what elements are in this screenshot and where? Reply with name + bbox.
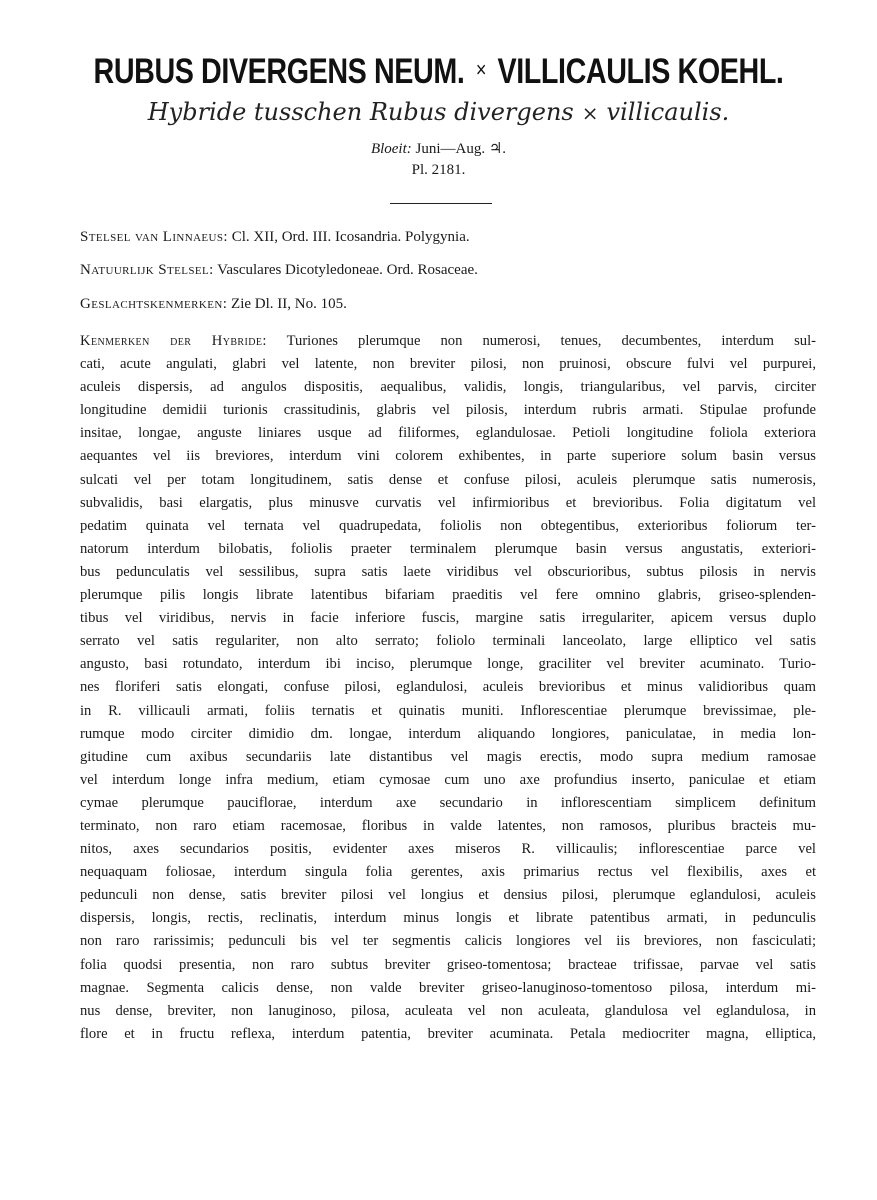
text-line: insitae, longae, anguste liniares usque ad filiformes, eglandulosae. Petioli longitudine foliola exteriora [80,425,816,442]
title-left: RUBUS DIVERGENS NEUM. [93,52,465,91]
text-line: natorum interdum bilobatis, foliolis praeter terminalem plerumque basin versus angustatis, exteriori- [80,540,816,557]
text-line: non raro rarissimis; pedunculi bis vel ter segmentis calicis longiores vel iis breviores, non fasciculati; [80,933,816,950]
bloei-label: Bloeit: [370,141,412,157]
text-line: magnae. Segmenta calicis dense, non valde breviter griseo-lanuginoso-tomentoso pilosa, interdum mi- [80,979,816,996]
divider-rule [390,203,492,204]
natuurlijk-value: Vasculares Dicotyledoneae. Ord. Rosaceae. [217,262,478,278]
text-line: rumque modo circiter dimidio dm. longae, interdum aliquando longiores, paniculatae, in media lon- [80,725,816,742]
text-line: nitos, axes secundarios positis, evidenter axes miseros R. villicaulis; inflorescentiae parce vel [80,841,816,858]
linnaeus-label: Stelsel van Linnaeus: [80,229,228,245]
kenmerken-paragraph [80,330,816,1046]
linnaeus-value: Cl. XII, Ord. III. Icosandria. Polygynia. [231,229,470,245]
geslacht-label: Geslachtskenmerken: [80,296,228,312]
text-line: nus dense, breviter, non lanuginoso, pilosa, aculeata vel non aculeata, glandulosa vel eglandulosa, in [80,1002,816,1019]
text-line-content: Turiones plerumque non numerosi, tenues, decumbentes, interdum sul- [286,333,816,349]
kenmerken-label: Kenmerken der Hybride: [80,333,267,349]
text-line: longitudine demidii turionis crassitudinis, glabris vel pilosis, interdum rubris armati. Stipulae profunde [80,402,816,419]
text-line: angusto, basi rotundato, interdum ibi inciso, plerumque longe, graciliter vel breviter acuminato. Turio- [80,656,816,673]
text-line: sulcati vel per totam longitudinem, satis dense et confuse pilosi, aculeis plerumque satis numerosis, [80,471,816,488]
text-line: aequantes vel iis breviores, interdum vini colorem exhibentes, in parte superiore solum basin versus [80,448,816,465]
text-line: folia quodsi presentia, non raro subtus breviter griseo-tomentosa; bracteae trifissae, parvae vel satis [80,956,816,973]
geslacht-value: Zie Dl. II, No. 105. [231,296,347,312]
text-line: tibus vel viridibus, nervis in facie inferiore fuscis, margine satis irregulariter, apicem versus duplo [80,610,816,627]
natuurlijk-label: Natuurlijk Stelsel: [80,262,214,278]
text-line: cymae plerumque pauciflorae, interdum axe secundario in inflorescentiam simplicem definitum [80,794,816,811]
text-line: aculeis dispersis, ad angulos dispositis, aequalibus, validis, longis, triangularibus, vel parvis, circiter [80,379,816,396]
field-natuurlijk [80,262,478,279]
field-linnaeus [80,229,470,246]
subtitle-left: Hybride tusschen Rubus divergens [147,98,574,126]
subtitle-times-symbol: × [581,101,599,125]
text-line: nequaquam foliosae, interdum singula folia gerentes, axis primarius rectus vel flexibilis, axes et [80,864,816,881]
plate-number: Pl. 2181. [411,162,466,178]
text-line: bus pedunculatis vel sessilibus, supra satis laete viridibus vel obscurioribus, subtus pilosis in nervis [80,563,816,580]
times-symbol: × [475,57,487,82]
text-line: subvalidis, basi elargatis, plus minusve curvatis vel infirmioribus et brevioribus. Folia digitatum vel [80,494,816,511]
bloei-value: Juni—Aug. ♃. [415,141,507,157]
page-subtitle [0,98,877,126]
text-line: pedatim quinata vel ternata vel quadrupedata, foliolis non obtegentibus, exterioribus foliorum ter- [80,517,816,534]
text-line: nes floriferi satis elongati, confuse pilosi, eglandulosi, aculeis brevioribus et minus validioribus quam [80,679,816,696]
text-line [80,330,816,353]
text-line: terminato, non raro etiam racemosae, floribus in valde latentes, non ramosos, pluribus bracteis mu- [80,817,816,834]
text-line: vel interdum longe infra medium, etiam cymosae cum uno axe profundius inserto, paniculae et etiam [80,771,816,788]
subtitle-right: villicaulis. [606,98,730,126]
title-right: VILLICAULIS KOEHL. [497,52,784,91]
text-line: cati, acute angulati, glabri vel latente, non breviter pilosi, non pruinosi, obscure fulvi vel purpurei, [80,356,816,373]
flowering-period [0,139,877,158]
text-line: plerumque pilis longis librate latentibus bifariam praeditis vel fere omnino glabris, griseo-splenden- [80,587,816,604]
text-line: serrato vel satis regulariter, non alto serrato; foliolo terminali lanceolato, large elliptico vel satis [80,633,816,650]
text-line: pedunculi non dense, satis breviter pilosi vel longius et densius pilosi, plerumque eglandulosi, aculeis [80,887,816,904]
text-line: flore et in fructu reflexa, interdum patentia, breviter acuminata. Petala mediocriter magna, elliptica, [80,1025,816,1042]
page-title [79,52,798,92]
text-line: in R. villicauli armati, foliis ternatis et quinatis muniti. Inflorescentiae plerumque brevissimae, ple- [80,702,816,719]
field-geslacht [80,296,347,313]
text-line: gitudine cum axibus secundariis late distantibus vel magis erectis, modo supra medium ramosae [80,748,816,765]
text-line: dispersis, longis, rectis, reclinatis, interdum minus longis et librate patentibus armati, in pedunculis [80,910,816,927]
